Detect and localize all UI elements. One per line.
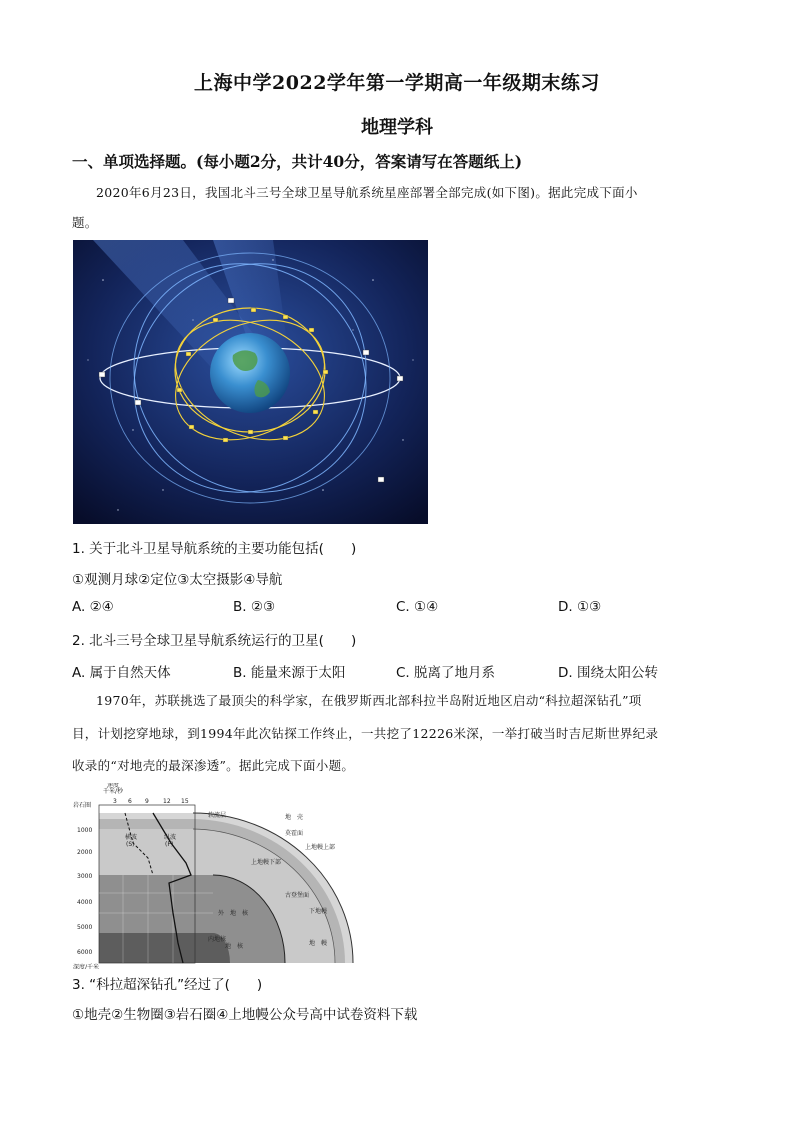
question-1-option-b[interactable]: B. ②③ — [233, 599, 276, 615]
question-1-stem: 1. 关于北斗卫星导航系统的主要功能包括( ) — [72, 541, 357, 557]
speed-tick-12: 12 — [163, 798, 171, 805]
question-2-option-b[interactable]: B. 能量来源于太阳 — [233, 665, 346, 681]
inner-core-label: 内地核 — [208, 936, 227, 943]
question-3-items: ①地壳②生物圈③岩石圈④上地幔公众号高中试卷资料下载 — [72, 1007, 418, 1023]
page-title: 上海中学2022学年第一学期高一年级期末练习 — [194, 72, 600, 94]
earth-interior-diagram — [73, 783, 360, 969]
speed-tick-3: 3 — [113, 798, 117, 805]
passage2-line3: 收录的“对地壳的最深渗透”。据此完成下面小题。 — [72, 758, 355, 773]
depth-tick-4000: 4000 — [77, 899, 93, 906]
speed-label: 速度 — [107, 783, 120, 789]
upper-mantle-bottom-label: 上地幔下部 — [251, 859, 282, 866]
question-1-option-d[interactable]: D. ①③ — [558, 599, 602, 615]
s-wave-symbol: (S) — [126, 841, 135, 848]
question-1-option-a[interactable]: A. ②④ — [72, 599, 114, 615]
depth-axis-label: 深度/千米 — [73, 964, 100, 969]
s-wave-label: 横波 — [125, 834, 138, 841]
gutenberg-label: 古登堡面 — [285, 892, 310, 899]
depth-tick-2000: 2000 — [77, 849, 93, 856]
p-wave-symbol: (P) — [165, 841, 174, 848]
question-3-stem: 3. “科拉超深钻孔”经过了( ) — [72, 977, 263, 993]
question-1-items: ①观测月球②定位③太空摄影④导航 — [72, 572, 283, 588]
lithosphere-label: 岩石圈 — [73, 802, 92, 809]
lower-mantle-label: 下地幔 — [309, 908, 328, 915]
question-2-option-c[interactable]: C. 脱离了地月系 — [396, 665, 496, 681]
depth-tick-6000: 6000 — [77, 949, 93, 956]
passage1-line1: 2020年6月23日，我国北斗三号全球卫星导航系统星座部署全部完成(如下图)。据此完成下面小 — [96, 185, 638, 200]
question-1-option-c[interactable]: C. ①④ — [396, 599, 439, 615]
passage2-line2: 目，计划挖穿地球，到1994年此次钻探工作终止，一共挖了12226米深，一举打破当时吉尼斯世界纪录 — [72, 726, 659, 741]
asthenosphere-label: 软流层 — [208, 812, 227, 819]
depth-tick-5000: 5000 — [77, 924, 93, 931]
crust-label: 地 壳 — [285, 814, 304, 821]
depth-tick-3000: 3000 — [77, 873, 93, 880]
speed-tick-6: 6 — [128, 798, 132, 805]
passage1-line2: 题。 — [72, 215, 98, 230]
question-2-option-d[interactable]: D. 围绕太阳公转 — [558, 665, 658, 681]
speed-tick-15: 15 — [181, 798, 189, 805]
speed-unit: 千米/秒 — [103, 788, 124, 795]
outer-core-label: 外 地 核 — [218, 910, 249, 917]
question-2-stem: 2. 北斗三号全球卫星导航系统运行的卫星( ) — [72, 633, 357, 649]
moho-label: 莫霍面 — [285, 830, 304, 837]
page-subtitle: 地理学科 — [361, 117, 433, 138]
speed-tick-9: 9 — [145, 798, 149, 805]
upper-mantle-top-label: 上地幔上部 — [305, 844, 336, 851]
beidou-constellation-image — [73, 240, 428, 524]
mantle-label: 地 幔 — [309, 940, 328, 947]
p-wave-label: 纵波 — [164, 834, 177, 841]
section-heading: 一、单项选择题。(每小题2分，共计40分，答案请写在答题纸上) — [72, 152, 523, 171]
core-label: 地 核 — [225, 943, 244, 950]
depth-tick-1000: 1000 — [77, 827, 93, 834]
passage2-line1: 1970年，苏联挑选了最顶尖的科学家，在俄罗斯西北部科拉半岛附近地区启动“科拉超深钻孔”项 — [96, 693, 642, 708]
question-2-option-a[interactable]: A. 属于自然天体 — [72, 665, 171, 681]
